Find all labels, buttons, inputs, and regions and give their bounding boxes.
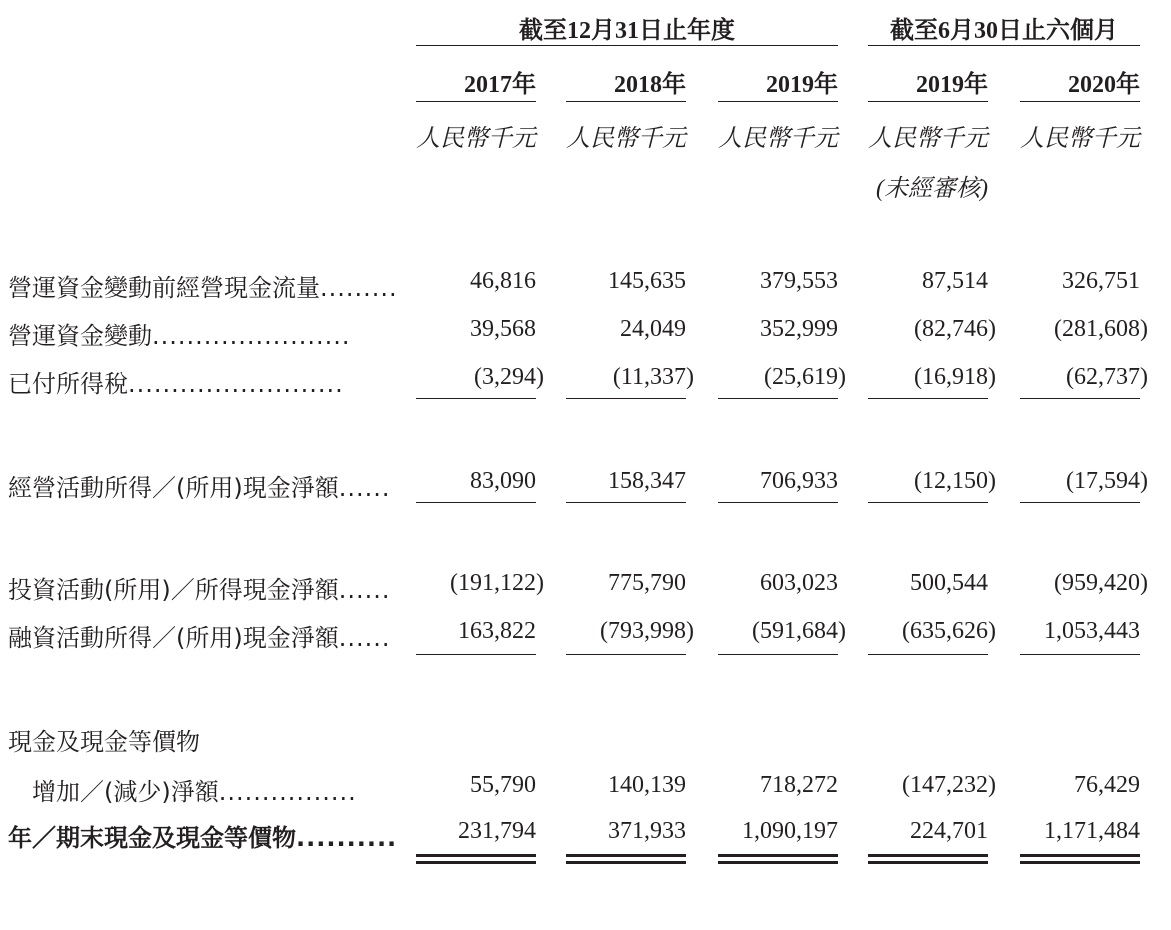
total-double-rule <box>416 854 536 864</box>
total-double-rule <box>718 854 838 864</box>
year-header-2017: 2017年 <box>416 64 536 102</box>
figure-cell: (16,918) <box>914 364 996 390</box>
figure-cell: (82,746) <box>914 316 996 342</box>
figure-cell: 371,933 <box>608 818 686 844</box>
figure-cell: (591,684) <box>752 618 846 644</box>
subtotal-rule <box>416 398 536 399</box>
unit-label: 人民幣千元 <box>868 126 988 152</box>
unit-label: 人民幣千元 <box>416 126 536 152</box>
subtotal-rule <box>566 654 686 655</box>
row-label: 營運資金變動前經營現金流量......... <box>8 274 398 302</box>
figure-cell: (62,737) <box>1066 364 1148 390</box>
figure-cell: (793,998) <box>600 618 694 644</box>
figure-cell: 140,139 <box>608 772 686 798</box>
figure-cell: 39,568 <box>470 316 536 342</box>
row-label: 營運資金變動....................... <box>8 322 351 350</box>
figure-cell: 158,347 <box>608 468 686 494</box>
row-label: 投資活動(所用)／所得現金淨額...... <box>8 576 391 604</box>
year-header-2020-half: 2020年 <box>1020 64 1140 102</box>
figure-cell: 500,544 <box>910 570 988 596</box>
figure-cell: 379,553 <box>760 268 838 294</box>
figure-cell: (635,626) <box>902 618 996 644</box>
unaudited-note: (未經審核) <box>876 176 988 202</box>
figure-cell: (17,594) <box>1066 468 1148 494</box>
figure-cell: 718,272 <box>760 772 838 798</box>
subtotal-rule <box>1020 654 1140 655</box>
row-label-total: 年／期末現金及現金等價物.......... <box>8 824 398 852</box>
row-label: 已付所得稅......................... <box>8 370 344 398</box>
figure-cell: 145,635 <box>608 268 686 294</box>
figure-cell: 24,049 <box>620 316 686 342</box>
figure-cell: 352,999 <box>760 316 838 342</box>
row-label: 現金及現金等價物 <box>8 728 200 756</box>
subtotal-rule <box>868 398 988 399</box>
figure-cell: (191,122) <box>450 570 544 596</box>
unit-label: 人民幣千元 <box>718 126 838 152</box>
figure-cell: (147,232) <box>902 772 996 798</box>
row-label: 增加／(減少)淨額................ <box>32 778 357 806</box>
subtotal-rule <box>1020 502 1140 503</box>
figure-cell: (959,420) <box>1054 570 1148 596</box>
subtotal-rule <box>416 502 536 503</box>
total-double-rule <box>868 854 988 864</box>
figure-cell: 87,514 <box>922 268 988 294</box>
figure-cell: 231,794 <box>458 818 536 844</box>
figure-cell: 706,933 <box>760 468 838 494</box>
row-label: 融資活動所得／(所用)現金淨額...... <box>8 624 391 652</box>
figure-cell: (25,619) <box>764 364 846 390</box>
figure-cell: 163,822 <box>458 618 536 644</box>
figure-cell: 1,090,197 <box>742 818 838 844</box>
figure-cell: 224,701 <box>910 818 988 844</box>
subtotal-rule <box>718 398 838 399</box>
subtotal-rule <box>868 654 988 655</box>
year-header-2018: 2018年 <box>566 64 686 102</box>
period-header-six-months: 截至6月30日止六個月 <box>868 10 1140 46</box>
year-header-2019-half: 2019年 <box>868 64 988 102</box>
figure-cell: (12,150) <box>914 468 996 494</box>
subtotal-rule <box>868 502 988 503</box>
unit-label: 人民幣千元 <box>566 126 686 152</box>
unit-label: 人民幣千元 <box>1020 126 1140 152</box>
figure-cell: 603,023 <box>760 570 838 596</box>
subtotal-rule <box>416 654 536 655</box>
figure-cell: 1,053,443 <box>1044 618 1140 644</box>
year-header-2019: 2019年 <box>718 64 838 102</box>
subtotal-rule <box>1020 398 1140 399</box>
figure-cell: 55,790 <box>470 772 536 798</box>
figure-cell: 83,090 <box>470 468 536 494</box>
row-label: 經營活動所得／(所用)現金淨額...... <box>8 474 391 502</box>
total-double-rule <box>1020 854 1140 864</box>
subtotal-rule <box>718 654 838 655</box>
subtotal-rule <box>566 398 686 399</box>
period-header-year-ended: 截至12月31日止年度 <box>416 10 838 46</box>
total-double-rule <box>566 854 686 864</box>
subtotal-rule <box>566 502 686 503</box>
figure-cell: (11,337) <box>612 364 694 390</box>
figure-cell: 775,790 <box>608 570 686 596</box>
figure-cell: 1,171,484 <box>1044 818 1140 844</box>
figure-cell: 76,429 <box>1074 772 1140 798</box>
subtotal-rule <box>718 502 838 503</box>
figure-cell: 326,751 <box>1062 268 1140 294</box>
figure-cell: 46,816 <box>470 268 536 294</box>
figure-cell: (3,294) <box>474 364 544 390</box>
figure-cell: (281,608) <box>1054 316 1148 342</box>
